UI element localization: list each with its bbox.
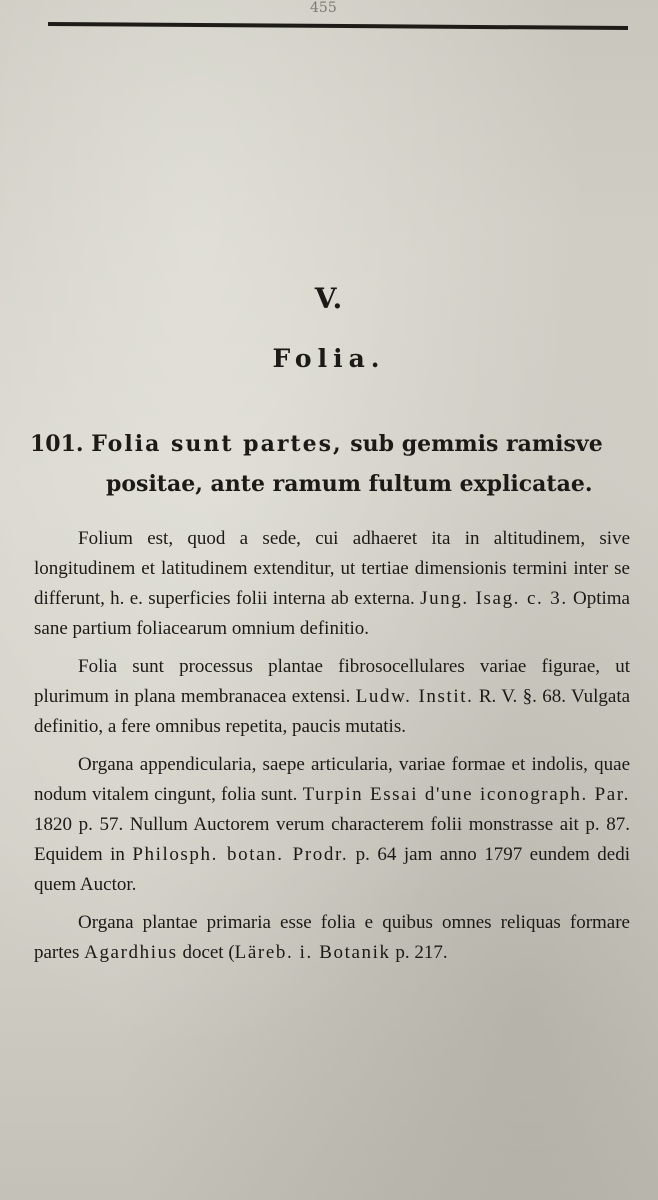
heading-spaced-text: Folia sunt partes, <box>91 431 343 457</box>
p4-citation: Läreb. i. Botanik <box>234 942 391 963</box>
p1-citation: Jung. Isag. c. 3. <box>420 588 568 609</box>
p3-text-2: 1820 p. 57. Nullum Auctorem verum characterem folii monstrasse ait p. 87. Equidem in <box>34 814 630 865</box>
p4-text: Organa plantae primaria esse folia e quibus omnes reliquas formare partes <box>34 912 630 963</box>
heading-text-line2: positae, ante ramum fultum explicatae. <box>106 471 593 497</box>
reverse-side-show-through <box>30 40 630 215</box>
p1-text: Folium est, quod a sede, cui adhaeret ita in altitudinem, sive longitudinem et latitudinem extenditur, ut tertiae dimensionis termini inter se differunt, h. e. superficies folii interna ab externa. <box>34 528 630 609</box>
paragraph-3 <box>34 750 630 900</box>
p1-comment: Optima sane partium foliacearum omnium definitio. <box>34 588 630 639</box>
page-number: 455 <box>310 0 337 16</box>
paragraph-heading <box>30 424 640 504</box>
heading-text-line1: sub gemmis ramisve <box>350 431 603 457</box>
paragraph-1 <box>34 524 630 644</box>
p4-text-2: docet ( <box>182 942 235 963</box>
section-title: Folia. <box>272 344 386 373</box>
p2-text: Folia sunt processus plantae fibrosocellulares variae figurae, ut plurimum in plana membranacea extensi. <box>34 656 630 707</box>
header-rule <box>48 22 628 30</box>
p2-comment: R. V. §. 68. Vulgata definitio, a fere omnibus repetita, paucis mutatis. <box>34 686 631 737</box>
section-numeral: V. <box>314 282 344 315</box>
p4-author: Agardhius <box>84 942 178 963</box>
paragraph-number: 101. <box>30 431 84 457</box>
p3-citation-2: Philosph. botan. Prodr. <box>132 844 349 865</box>
p3-text-3: p. 64 jam anno 1797 eundem dedi quem Auctor. <box>34 844 630 895</box>
p3-citation: Turpin Essai d'une iconograph. Par. <box>302 784 630 805</box>
paragraph-4 <box>34 908 630 968</box>
body-text <box>34 524 630 976</box>
p2-citation: Ludw. Instit. <box>355 686 474 707</box>
p4-page: p. 217. <box>395 942 448 963</box>
p3-text: Organa appendicularia, saepe articularia, variae formae et indolis, quae nodum vitalem cingunt, folia sunt. <box>34 754 630 805</box>
paragraph-2 <box>34 652 630 742</box>
